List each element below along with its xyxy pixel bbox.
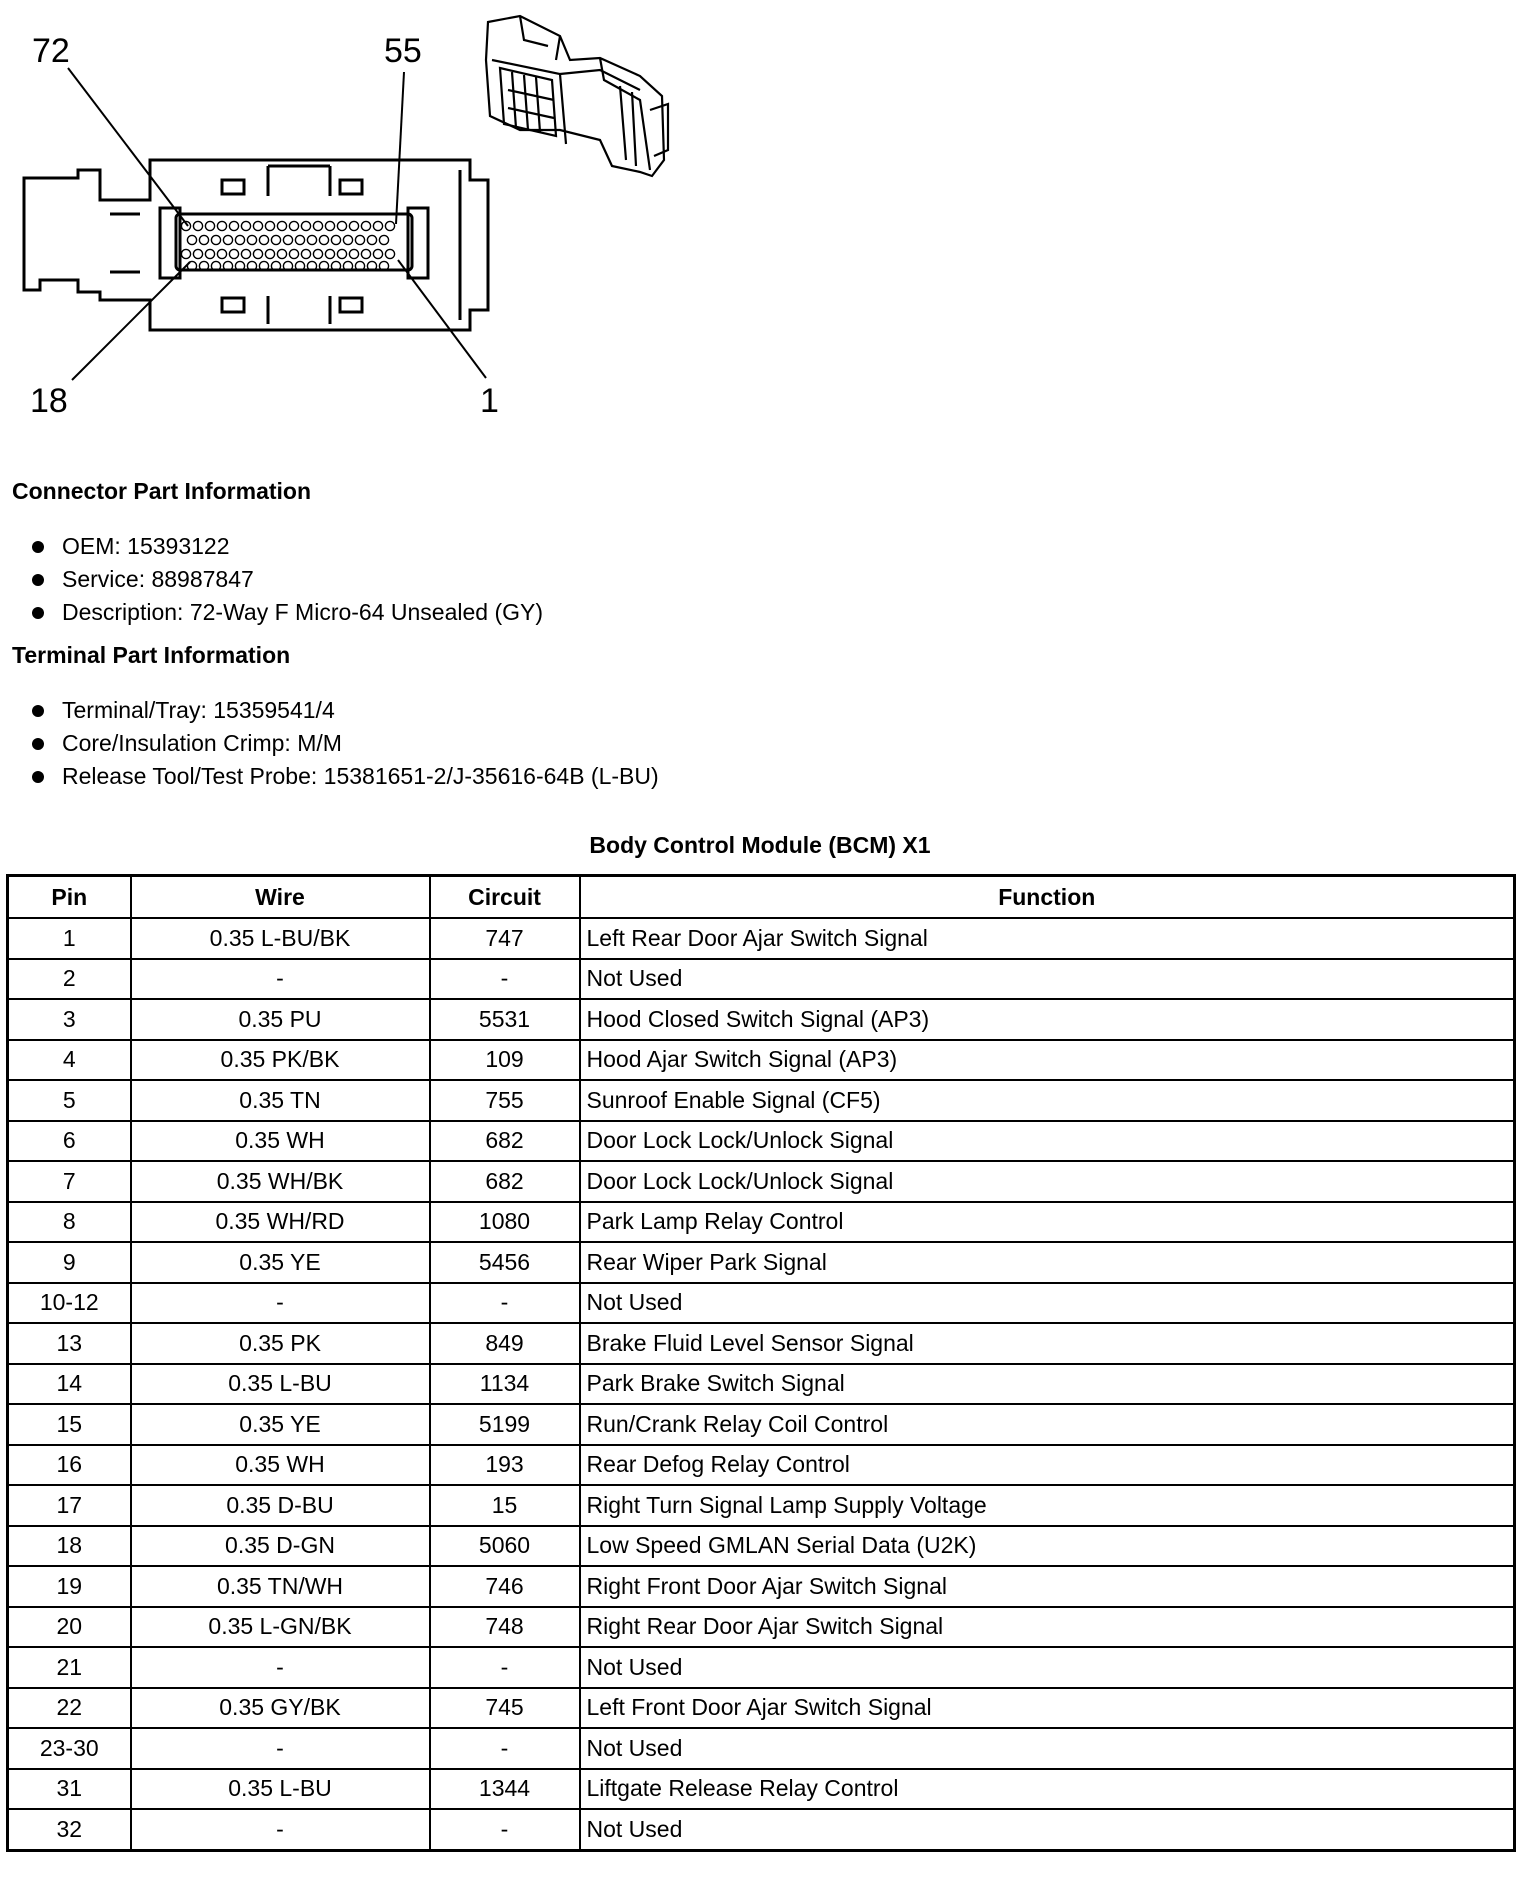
contact-cavities xyxy=(181,221,394,270)
contact-cavity xyxy=(349,221,358,230)
circuit-cell: - xyxy=(430,1809,580,1850)
callout-leader-lines xyxy=(68,68,486,380)
list-item xyxy=(28,596,543,629)
contact-cavity xyxy=(373,221,382,230)
pin-table xyxy=(6,874,1516,1852)
circuit-cell: 682 xyxy=(430,1121,580,1162)
wire-cell: - xyxy=(131,1647,430,1688)
circuit-cell: 109 xyxy=(430,1040,580,1081)
function-cell: Park Lamp Relay Control xyxy=(580,1202,1515,1243)
pin-cell: 2 xyxy=(8,959,131,1000)
circuit-cell: - xyxy=(430,1647,580,1688)
function-cell: Liftgate Release Relay Control xyxy=(580,1769,1515,1810)
table-row xyxy=(8,1364,1515,1405)
circuit-cell: - xyxy=(430,959,580,1000)
contact-cavity xyxy=(319,235,328,244)
connector-diagram xyxy=(0,0,1520,440)
pin-table-body xyxy=(8,918,1515,1850)
contact-cavity xyxy=(205,249,214,258)
wire-cell: 0.35 L-BU/BK xyxy=(131,918,430,959)
table-row xyxy=(8,1323,1515,1364)
pin-cell: 3 xyxy=(8,999,131,1040)
wire-cell: 0.35 WH/BK xyxy=(131,1161,430,1202)
pin-cell: 17 xyxy=(8,1485,131,1526)
pin-cell: 22 xyxy=(8,1688,131,1729)
circuit-cell: 748 xyxy=(430,1607,580,1648)
pin-cell: 5 xyxy=(8,1080,131,1121)
connector-service-text: Service: 88987847 xyxy=(62,566,254,592)
connector-info-list xyxy=(28,530,543,629)
bullet-icon xyxy=(32,738,44,750)
function-cell: Door Lock Lock/Unlock Signal xyxy=(580,1161,1515,1202)
table-row xyxy=(8,1283,1515,1324)
connector-face-drawing xyxy=(24,160,488,330)
pin-cell: 8 xyxy=(8,1202,131,1243)
contact-cavity xyxy=(187,235,196,244)
wire-cell: 0.35 YE xyxy=(131,1404,430,1445)
pin-cell: 6 xyxy=(8,1121,131,1162)
terminal-info-list xyxy=(28,694,659,793)
function-cell: Left Rear Door Ajar Switch Signal xyxy=(580,918,1515,959)
function-cell: Right Rear Door Ajar Switch Signal xyxy=(580,1607,1515,1648)
function-cell: Hood Ajar Switch Signal (AP3) xyxy=(580,1040,1515,1081)
connector-3d-sketch xyxy=(486,16,668,176)
connector-oem-text: OEM: 15393122 xyxy=(62,533,230,559)
pin-callout-55: 55 xyxy=(384,32,422,70)
pin-callout-72: 72 xyxy=(32,32,70,70)
list-item xyxy=(28,694,659,727)
pin-cell: 19 xyxy=(8,1566,131,1607)
list-item xyxy=(28,563,543,596)
contact-cavity xyxy=(271,235,280,244)
pin-cell: 13 xyxy=(8,1323,131,1364)
terminal-crimp-text: Core/Insulation Crimp: M/M xyxy=(62,730,342,756)
contact-cavity xyxy=(241,249,250,258)
contact-cavity xyxy=(265,249,274,258)
table-row xyxy=(8,1404,1515,1445)
contact-cavity xyxy=(355,235,364,244)
table-row xyxy=(8,1202,1515,1243)
bullet-icon xyxy=(32,771,44,783)
column-header-circuit: Circuit xyxy=(430,876,580,919)
table-row xyxy=(8,999,1515,1040)
contact-cavity xyxy=(379,235,388,244)
wire-cell: - xyxy=(131,959,430,1000)
pin-cell: 1 xyxy=(8,918,131,959)
connector-description-text: Description: 72-Way F Micro-64 Unsealed (GY) xyxy=(62,599,544,625)
contact-cavity xyxy=(295,235,304,244)
circuit-cell: 5199 xyxy=(430,1404,580,1445)
contact-cavity xyxy=(199,235,208,244)
function-cell: Not Used xyxy=(580,959,1515,1000)
circuit-cell: 1134 xyxy=(430,1364,580,1405)
contact-cavity xyxy=(307,235,316,244)
pin-cell: 31 xyxy=(8,1769,131,1810)
pin-cell: 18 xyxy=(8,1526,131,1567)
table-row xyxy=(8,1607,1515,1648)
terminal-release-tool-text: Release Tool/Test Probe: 15381651-2/J-35616-64B (L-BU) xyxy=(62,763,659,789)
contact-cavity xyxy=(367,235,376,244)
table-row xyxy=(8,1769,1515,1810)
function-cell: Park Brake Switch Signal xyxy=(580,1364,1515,1405)
wire-cell: - xyxy=(131,1809,430,1850)
contact-cavity xyxy=(247,235,256,244)
circuit-cell: 1080 xyxy=(430,1202,580,1243)
column-header-wire: Wire xyxy=(131,876,430,919)
function-cell: Left Front Door Ajar Switch Signal xyxy=(580,1688,1515,1729)
circuit-cell: 5531 xyxy=(430,999,580,1040)
pin-cell: 15 xyxy=(8,1404,131,1445)
wire-cell: 0.35 WH xyxy=(131,1121,430,1162)
circuit-cell: 849 xyxy=(430,1323,580,1364)
contact-cavity xyxy=(331,235,340,244)
contact-cavity xyxy=(217,221,226,230)
circuit-cell: 745 xyxy=(430,1688,580,1729)
circuit-cell: 682 xyxy=(430,1161,580,1202)
pin-cell: 4 xyxy=(8,1040,131,1081)
function-cell: Sunroof Enable Signal (CF5) xyxy=(580,1080,1515,1121)
column-header-pin: Pin xyxy=(8,876,131,919)
function-cell: Not Used xyxy=(580,1647,1515,1688)
function-cell: Right Front Door Ajar Switch Signal xyxy=(580,1566,1515,1607)
contact-cavity xyxy=(385,249,394,258)
connector-info-heading: Connector Part Information xyxy=(12,478,312,504)
pin-cell: 32 xyxy=(8,1809,131,1850)
table-row xyxy=(8,918,1515,959)
terminal-info-heading: Terminal Part Information xyxy=(12,642,291,668)
table-row xyxy=(8,1242,1515,1283)
column-header-function: Function xyxy=(580,876,1515,919)
function-cell: Rear Defog Relay Control xyxy=(580,1445,1515,1486)
list-item xyxy=(28,760,659,793)
wire-cell: 0.35 GY/BK xyxy=(131,1688,430,1729)
function-cell: Run/Crank Relay Coil Control xyxy=(580,1404,1515,1445)
circuit-cell: 747 xyxy=(430,918,580,959)
pin-table-title: Body Control Module (BCM) X1 xyxy=(589,832,931,858)
function-cell: Not Used xyxy=(580,1728,1515,1769)
function-cell: Door Lock Lock/Unlock Signal xyxy=(580,1121,1515,1162)
wire-cell: 0.35 D-BU xyxy=(131,1485,430,1526)
contact-cavity xyxy=(301,249,310,258)
terminal-tray-text: Terminal/Tray: 15359541/4 xyxy=(62,697,335,723)
contact-cavity xyxy=(361,249,370,258)
circuit-cell: 15 xyxy=(430,1485,580,1526)
contact-cavity xyxy=(361,221,370,230)
contact-cavity xyxy=(229,249,238,258)
contact-cavity xyxy=(343,235,352,244)
contact-cavity xyxy=(349,249,358,258)
wire-cell: 0.35 PK/BK xyxy=(131,1040,430,1081)
bullet-icon xyxy=(32,705,44,717)
function-cell: Not Used xyxy=(580,1809,1515,1850)
table-row xyxy=(8,1728,1515,1769)
contact-cavity xyxy=(337,221,346,230)
wire-cell: 0.35 TN xyxy=(131,1080,430,1121)
table-row xyxy=(8,959,1515,1000)
contact-cavity xyxy=(325,249,334,258)
contact-cavity xyxy=(241,221,250,230)
contact-cavity xyxy=(181,249,190,258)
function-cell: Low Speed GMLAN Serial Data (U2K) xyxy=(580,1526,1515,1567)
list-item xyxy=(28,727,659,760)
contact-cavity xyxy=(217,249,226,258)
contact-cavity xyxy=(259,235,268,244)
contact-cavity xyxy=(211,235,220,244)
function-cell: Brake Fluid Level Sensor Signal xyxy=(580,1323,1515,1364)
function-cell: Not Used xyxy=(580,1283,1515,1324)
table-row xyxy=(8,1040,1515,1081)
circuit-cell: 193 xyxy=(430,1445,580,1486)
pin-cell: 10-12 xyxy=(8,1283,131,1324)
pin-cell: 7 xyxy=(8,1161,131,1202)
wire-cell: - xyxy=(131,1283,430,1324)
wire-cell: 0.35 TN/WH xyxy=(131,1566,430,1607)
pin-cell: 21 xyxy=(8,1647,131,1688)
contact-cavity xyxy=(223,235,232,244)
pin-callout-1: 1 xyxy=(480,382,499,420)
bullet-icon xyxy=(32,541,44,553)
circuit-cell: 755 xyxy=(430,1080,580,1121)
circuit-cell: - xyxy=(430,1283,580,1324)
contact-cavity xyxy=(277,221,286,230)
circuit-cell: 5456 xyxy=(430,1242,580,1283)
wire-cell: 0.35 YE xyxy=(131,1242,430,1283)
circuit-cell: 1344 xyxy=(430,1769,580,1810)
contact-cavity xyxy=(373,249,382,258)
wire-cell: 0.35 L-BU xyxy=(131,1364,430,1405)
wire-cell: 0.35 L-GN/BK xyxy=(131,1607,430,1648)
circuit-cell: 746 xyxy=(430,1566,580,1607)
contact-cavity xyxy=(253,221,262,230)
contact-cavity xyxy=(301,221,310,230)
contact-cavity xyxy=(283,235,292,244)
wire-cell: 0.35 L-BU xyxy=(131,1769,430,1810)
pin-cell: 9 xyxy=(8,1242,131,1283)
contact-cavity xyxy=(265,221,274,230)
list-item xyxy=(28,530,543,563)
contact-cavity xyxy=(289,249,298,258)
table-row xyxy=(8,1809,1515,1850)
pin-cell: 20 xyxy=(8,1607,131,1648)
wire-cell: 0.35 PK xyxy=(131,1323,430,1364)
wire-cell: 0.35 WH/RD xyxy=(131,1202,430,1243)
table-row xyxy=(8,1647,1515,1688)
contact-cavity xyxy=(253,249,262,258)
function-cell: Hood Closed Switch Signal (AP3) xyxy=(580,999,1515,1040)
table-row xyxy=(8,1080,1515,1121)
contact-cavity xyxy=(235,235,244,244)
wire-cell: - xyxy=(131,1728,430,1769)
contact-cavity xyxy=(325,221,334,230)
contact-cavity xyxy=(385,221,394,230)
function-cell: Right Turn Signal Lamp Supply Voltage xyxy=(580,1485,1515,1526)
function-cell: Rear Wiper Park Signal xyxy=(580,1242,1515,1283)
wire-cell: 0.35 D-GN xyxy=(131,1526,430,1567)
contact-cavity xyxy=(193,249,202,258)
table-row xyxy=(8,1445,1515,1486)
contact-cavity xyxy=(205,221,214,230)
contact-cavity xyxy=(337,249,346,258)
table-row xyxy=(8,1688,1515,1729)
contact-cavity xyxy=(277,249,286,258)
wire-cell: 0.35 WH xyxy=(131,1445,430,1486)
wire-cell: 0.35 PU xyxy=(131,999,430,1040)
pin-cell: 23-30 xyxy=(8,1728,131,1769)
circuit-cell: 5060 xyxy=(430,1526,580,1567)
bullet-icon xyxy=(32,574,44,586)
pin-cell: 14 xyxy=(8,1364,131,1405)
table-row xyxy=(8,1566,1515,1607)
contact-cavity xyxy=(313,221,322,230)
contact-cavity xyxy=(289,221,298,230)
contact-cavity xyxy=(229,221,238,230)
table-row xyxy=(8,1161,1515,1202)
bullet-icon xyxy=(32,607,44,619)
pin-cell: 16 xyxy=(8,1445,131,1486)
pin-callout-18: 18 xyxy=(30,382,68,420)
table-row xyxy=(8,1485,1515,1526)
table-header-row xyxy=(8,876,1515,919)
contact-cavity xyxy=(193,221,202,230)
table-row xyxy=(8,1526,1515,1567)
contact-cavity xyxy=(313,249,322,258)
circuit-cell: - xyxy=(430,1728,580,1769)
table-row xyxy=(8,1121,1515,1162)
